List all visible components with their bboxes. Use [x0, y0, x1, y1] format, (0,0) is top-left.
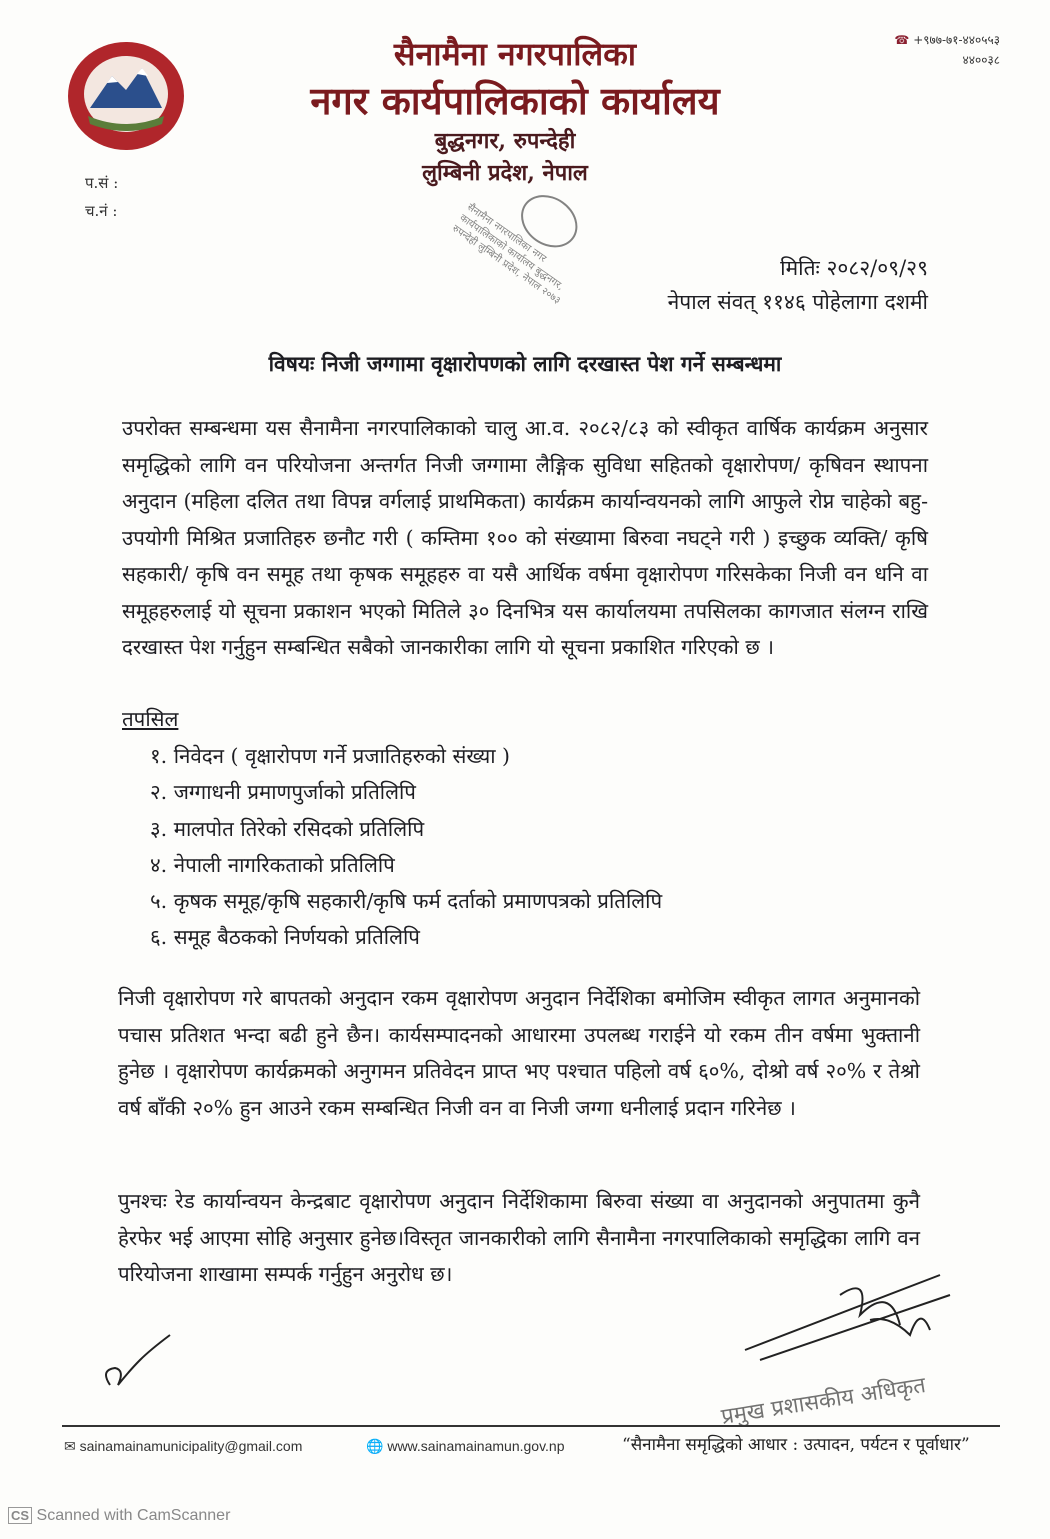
body-paragraph-1: उपरोक्त सम्बन्धमा यस सैनामैना नगरपालिकाको चालु आ.व. २०८२/८३ को स्वीकृत वार्षिक कार्यक्रम अनुसार समृद्धिको लागि वन परियोजना अन्तर्गत निजी जग्गामा लैङ्गिक सुविधा सहितको वृक्षारोपण/ कृषिवन स्थापना अनुदान (महिला दलित तथा विपन्न वर्गलाई प्राथमिकता) कार्यक्रम कार्यान्वयनको लागि आफुले रोप्न चाहेको बहु-उपयोगी मिश्रित प्रजातिहरु छनौट गरी ( कम्तिमा १०० को संख्यामा बिरुवा नघट्ने गरी ) इच्छुक व्यक्ति/ कृषि सहकारी/ कृषि वन समूह तथा कृषक समूहहरु वा यसै आर्थिक वर्षमा वृक्षारोपण गरिसकेका निजी वन धनि वा समूहहरुलाई यो सूचना प्रकाशन भएको मितिले ३० दिनभित्र यस कार्यालयमा तपसिलका कागजात संलग्न राखि दरखास्त पेश गर्नुहुन सम्बन्धित सबैको जानकारीका लागि यो सूचना प्रकाशित गरिएको छ । [122, 416, 928, 659]
subject-line: विषयः निजी जग्गामा वृक्षारोपणको लागि दरखास्त पेश गर्ने सम्बन्धमा [268, 351, 782, 376]
list-item: ३. मालपोत तिरेको रसिदको प्रतिलिपि [150, 816, 425, 841]
phone-block [894, 30, 1000, 70]
phone-number-1: +९७७-७१-४४०५५३ [913, 33, 1000, 47]
globe-icon: 🌐 [366, 1438, 384, 1454]
phone-icon: ☎ [894, 33, 910, 47]
camscanner-watermark: CS Scanned with CamScanner [8, 1507, 230, 1525]
office-name: नगर कार्यपालिकाको कार्यालय [310, 78, 720, 123]
footer-slogan: “सैनामैना समृद्धिको आधार : उत्पादन, पर्यटन र पूर्वाधार” [622, 1435, 970, 1455]
office-province: लुम्बिनी प्रदेश, नेपाल [422, 160, 588, 186]
footer-divider [62, 1425, 1000, 1427]
body-paragraph-2: निजी वृक्षारोपण गरे बापतको अनुदान रकम वृक्षारोपण अनुदान निर्देशिका बमोजिम स्वीकृत लागत अनुमानको पचास प्रतिशत भन्दा बढी हुने छैन। कार्यसम्पादनको आधारमा उपलब्ध गराईने यो रकम तीन वर्षमा भुक्तानी हुनेछ । वृक्षारोपण कार्यक्रमको अनुगमन प्रतिवेदन प्राप्त भए पश्चात पहिलो वर्ष ६०%, दोश्रो वर्ष २०% र तेश्रो वर्ष बाँकी २०% हुन आउने रकम सम्बन्धित निजी वन वा निजी जग्गा धनीलाई प्रदान गरिनेछ । [118, 986, 920, 1120]
initials-signature [100, 1330, 180, 1400]
footer-email: ✉ sainamainamunicipality@gmail.com [64, 1438, 303, 1454]
list-title: तपसिल [122, 707, 179, 731]
phone-number-2: ४४००३८ [962, 53, 1000, 67]
office-address: बुद्धनगर, रुपन्देही [434, 128, 576, 154]
list-item: १. निवेदन ( वृक्षारोपण गर्ने प्रजातिहरुको संख्या ) [150, 744, 511, 768]
document-list [150, 738, 662, 956]
municipality-name: सैनामैना नगरपालिका [393, 35, 637, 73]
dispatch-number: च.नं : [85, 202, 118, 220]
date-nepal-sambat: नेपाल संवत् ११४६ पोहेलागा दशमी [667, 290, 928, 314]
officer-signature [740, 1265, 960, 1365]
list-item: ४. नेपाली नागरिकताको प्रतिलिपि [150, 852, 395, 877]
camscanner-logo-icon: CS [8, 1507, 32, 1524]
date-bs: मितिः २०८२/०९/२९ [780, 256, 928, 280]
body-paragraph-3: पुनश्चः रेड कार्यान्वयन केन्द्रबाट वृक्षारोपण अनुदान निर्देशिकामा बिरुवा संख्या वा अनुदानको अनुपातमा कुनै हेरफेर भई आएमा सोहि अनुसार हुनेछ।विस्तृत जानकारीको लागि सैनामैना नगरपालिकाको समृद्धिका लागि वन परियोजना शाखामा सम्पर्क गर्नुहुन अनुरोध छ। [118, 1189, 920, 1286]
list-item: ५. कृषक समूह/कृषि सहकारी/कृषि फर्म दर्ताको प्रमाणपत्रको प्रतिलिपि [150, 889, 663, 914]
reference-number: प.सं : [85, 174, 119, 192]
footer-website: 🌐 www.sainamainamun.gov.np [366, 1438, 565, 1454]
list-item: ६. समूह बैठकको निर्णयको प्रतिलिपि [150, 925, 420, 950]
mail-icon: ✉ [64, 1438, 76, 1454]
officer-title-stamp: प्रमुख प्रशासकीय अधिकृत [719, 1372, 928, 1430]
office-stamp: सैनामैना नगरपालिका नगर कार्यपालिकाको कार्यालय बुद्धनगर, रुपन्देही लुम्बिनी प्रदेश, नेपाल २०७३ [416, 159, 625, 368]
list-item: २. जग्गाधनी प्रमाणपुर्जाको प्रतिलिपि [150, 780, 416, 805]
